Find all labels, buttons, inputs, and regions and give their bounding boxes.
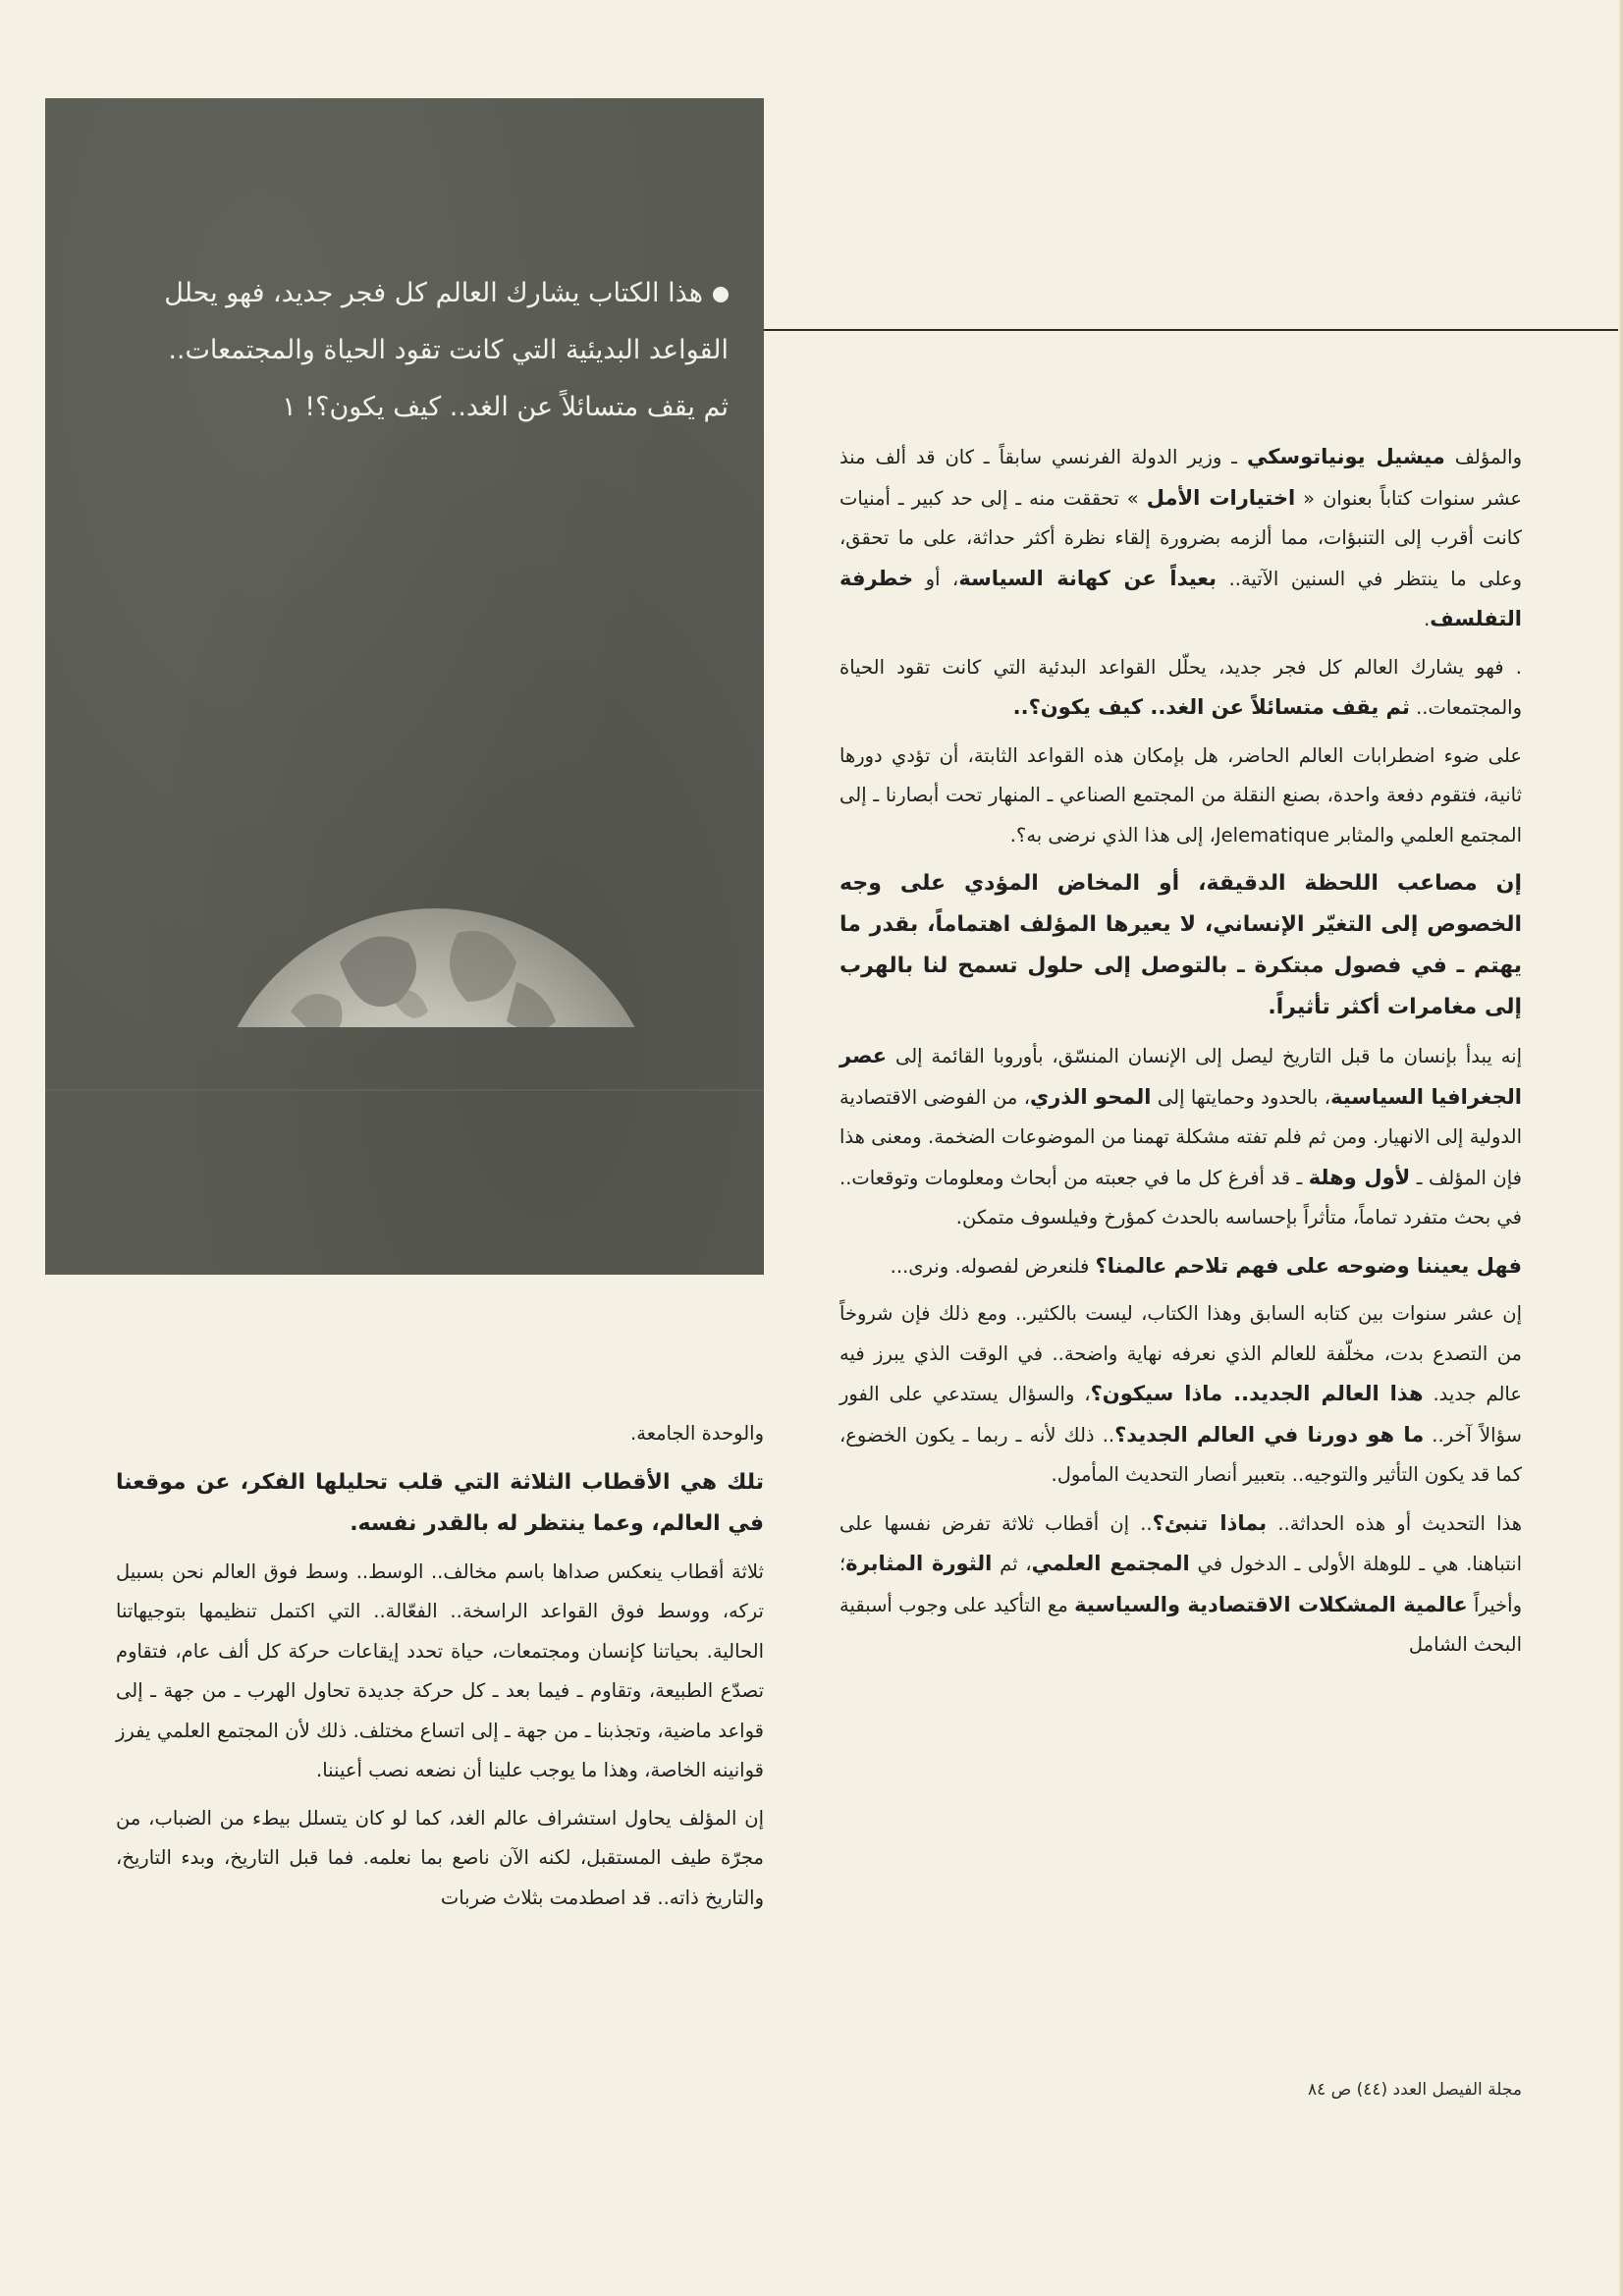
paragraph bbox=[839, 1294, 1522, 1496]
quote-line-1: هذا الكتاب يشارك العالم كل فجر جديد، فهو يحلل bbox=[164, 278, 703, 308]
page-folio: مجلة الفيصل العدد (٤٤) ص ٨٤ bbox=[1307, 2080, 1522, 2100]
lead-text: إن مصاعب اللحظة الدقيقة، أو المخاض المؤدي على وجه الخصوص إلى التغيّر الإنساني، لا يعيرها المؤلف اهتماماً، بقدر ما يهتم ـ في فصول مبتكرة ـ بالتوصل إلى حلول تسمح لنا بالهرب إلى مغامرات أكثر تأثيراً. bbox=[839, 871, 1522, 1019]
text-run: ، والسؤال يستدعي على الفور سؤالاً آخر.. bbox=[839, 1383, 1522, 1447]
bold-phrase: ما هو دورنا في العالم الجديد؟ bbox=[1114, 1422, 1425, 1447]
horizontal-rule bbox=[764, 329, 1618, 331]
text-run: هذا التحديث أو هذه الحداثة.. bbox=[1267, 1511, 1523, 1535]
text-run: ـ وزير الدولة الفرنسي سابقاً ـ كان قد ألف منذ عشر سنوات كتاباً بعنوان « bbox=[839, 446, 1522, 510]
paragraph bbox=[839, 437, 1522, 640]
paragraph bbox=[839, 648, 1522, 729]
paragraph bbox=[116, 1414, 764, 1454]
text-run: إنه يبدأ بإنسان ما قبل التاريخ ليصل إلى الإنسان المنسّق، بأوروبا القائمة إلى bbox=[887, 1045, 1522, 1067]
bold-phrase: ثم يقف متسائلاً عن الغد.. كيف يكون؟.. bbox=[1012, 695, 1410, 719]
text-run: ، ثم bbox=[992, 1553, 1032, 1575]
text-run: مع التأكيد على وجوب أسبقية البحث الشامل bbox=[839, 1593, 1522, 1656]
bold-phrase: هذا العالم الجديد.. ماذا سيكون؟ bbox=[1090, 1382, 1424, 1405]
bold-phrase: عالمية المشكلات الاقتصادية والسياسية bbox=[1074, 1592, 1468, 1616]
text-run: ـ قد أفرغ كل ما في جعبته من أبحاث ومعلومات وتوقعات.. في بحث متفرد تماماً، متأثراً بإحساسه بالحدث كمؤرخ وفيلسوف متمكن. bbox=[839, 1166, 1522, 1229]
photo-pull-quote bbox=[100, 265, 729, 436]
paragraph bbox=[116, 1462, 764, 1545]
bold-phrase: لأول وهلة bbox=[1308, 1165, 1411, 1189]
bold-phrase: المجتمع العلمي bbox=[1031, 1552, 1190, 1575]
quote-line-3: ثم يقف متسائلاً عن الغد.. كيف يكون؟! ١ bbox=[282, 392, 729, 422]
left-text-column bbox=[116, 1414, 764, 1926]
text-run: فلنعرض لفصوله. ونرى... bbox=[890, 1254, 1096, 1278]
text-run: والوحدة الجامعة. bbox=[630, 1422, 764, 1445]
bold-phrase: المحو الذري bbox=[1030, 1084, 1152, 1109]
bullet-icon bbox=[713, 287, 729, 302]
text-run: .. إن أقطاب ثلاثة تفرض نفسها على انتباهنا. هي ـ للوهلة الأولى ـ الدخول في bbox=[839, 1511, 1522, 1575]
text-run: على ضوء اضطرابات العالم الحاضر، هل بإمكان هذه القواعد الثابتة، أن تؤدي دورها ثانية، فتقوم دفعة واحدة، بصنع النقلة من المجتمع الصناعي ـ المنهار تحت أبصارنا ـ إلى المجتمع العلمي والمثابر Jelematique، إلى هذا الذي نرضى به؟. bbox=[839, 743, 1522, 847]
lead-text: تلك هي الأقطاب الثلاثة التي قلب تحليلها الفكر، عن موقعنا في العالم، وعما ينتظر له بالقدر نفسه. bbox=[116, 1469, 764, 1536]
paragraph bbox=[839, 1036, 1522, 1238]
bold-phrase: الثورة المثابرة bbox=[845, 1552, 993, 1575]
text-run: إن عشر سنوات بين كتابه السابق وهذا الكتاب، ليست بالكثير.. ومع ذلك فإن شروخاً من التصدع بدت، مخلّفة للعالم الذي نعرفه نهاية واضحة.. في الوقت الذي يبرز فيه عالم جديد. bbox=[839, 1302, 1523, 1405]
bold-phrase: اختيارات الأمل bbox=[1146, 485, 1296, 510]
text-run: ؛ وأخيراً bbox=[839, 1553, 1522, 1616]
bold-phrase: بماذا تنبئ؟ bbox=[1152, 1510, 1268, 1535]
text-run: ثلاثة أقطاب ينعكس صداها باسم مخالف.. الوسط.. وسط فوق العالم نحن بسبيل تركه، ووسط فوق القواعد الراسخة.. الفعّالة.. التي اكتمل تنظيمها بتوجيهاتنا الحالية. بحياتنا كإنسان ومجتمعات، حياة تحدد إيقاعات حركة كل ألف عام، فتقاوم تصدّع الطبيعة، وتقاوم ـ فيما بعد ـ كل حركة جديدة تحاول الهرب ـ من جهة ـ إلى قواعد ماضية، وتجذبنا ـ من جهة ـ إلى اتساع مختلف. ذلك لأن المجتمع العلمي يفرز قوانينه الخاصة، وهذا ما يوجب علينا أن نضعه نصب أعيننا. bbox=[116, 1559, 764, 1781]
bold-phrase: خطرفة التفلسف bbox=[839, 566, 1522, 630]
paragraph bbox=[839, 737, 1522, 856]
text-run: ، من الفوضى الاقتصادية الدولية إلى الانهيار. ومن ثم فلم تفته مشكلة تهمنا من الموضوعات الضخمة. ومعنى هذا فإن المؤلف ـ bbox=[839, 1085, 1522, 1189]
text-run: ، أو bbox=[913, 567, 959, 590]
right-text-column bbox=[839, 437, 1522, 1673]
paragraph bbox=[839, 863, 1522, 1028]
text-run: ، بالحدود وحمايتها إلى bbox=[1151, 1085, 1331, 1109]
paragraph bbox=[839, 1503, 1522, 1666]
text-run: . فهو يشارك العالم كل فجر جديد، يحلّل القواعد البدئية التي كانت تقود الحياة والمجتمعات.. bbox=[839, 655, 1522, 719]
text-run: .. ذلك لأنه ـ ربما ـ يكون الخضوع، كما قد يكون التأثير والتوجيه.. بتعبير أنصار التحديث المأمول. bbox=[839, 1423, 1522, 1486]
bold-phrase: ميشيل يونياتوسكي bbox=[1246, 445, 1445, 468]
page-edge bbox=[1619, 0, 1623, 2296]
text-run: » تحققت منه ـ إلى حد كبير ـ أمنيات كانت أقرب إلى التنبؤات، مما ألزمه بضرورة إلقاء نظرة أكثر حداثة، على ما تحقق، وعلى ما ينتظر في السنين الآتية.. bbox=[839, 486, 1522, 590]
paragraph bbox=[116, 1553, 764, 1791]
bold-phrase: عصر الجغرافيا السياسية bbox=[839, 1044, 1522, 1109]
text-run: . bbox=[1424, 608, 1431, 630]
quote-line-2: القواعد البديئية التي كانت تقود الحياة والمجتمعات.. bbox=[168, 335, 729, 365]
bold-phrase: فهل يعيننا وضوحه على فهم تلاحم عالمنا؟ bbox=[1095, 1253, 1522, 1278]
text-run: إن المؤلف يحاول استشراف عالم الغد، كما لو كان يتسلل بيطء من الضباب، من مجرّة طيف المستقبل، لكنه الآن ناصع بما نعلمه. فما قبل التاريخ، وبدء التاريخ، والتاريخ ذاته.. قد اصطدمت بثلاث ضربات bbox=[116, 1806, 764, 1909]
text-run: والمؤلف bbox=[1444, 446, 1522, 468]
paragraph bbox=[839, 1246, 1522, 1287]
paragraph bbox=[116, 1799, 764, 1919]
bold-phrase: بعيداً عن كهانة السياسة bbox=[958, 566, 1217, 590]
earth-photo-panel bbox=[45, 98, 764, 1275]
